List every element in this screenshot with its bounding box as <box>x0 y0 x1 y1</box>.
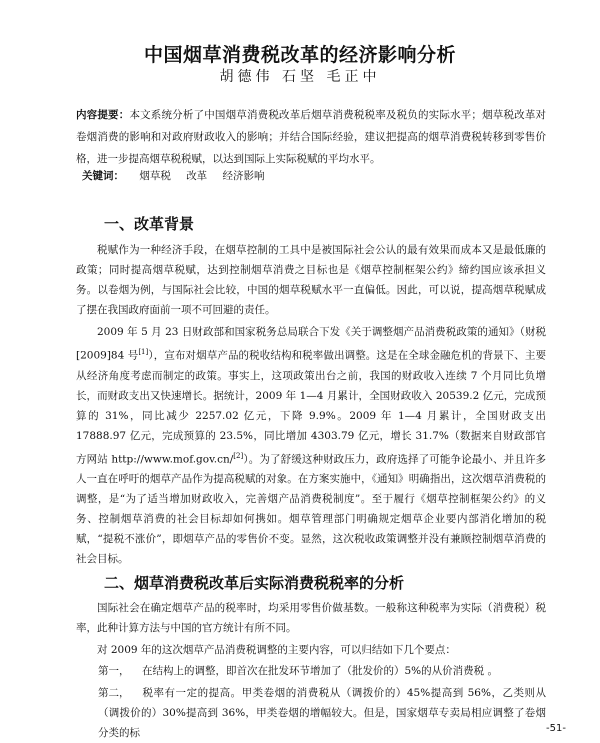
citation: [1] <box>138 348 149 356</box>
list-item-number: 第一， <box>98 665 130 677</box>
paragraph: 国际社会在确定烟草产品的税率时，均采用零售价做基数。一般称这种税率为实际（消费税）税率，此种计算方法与中国的官方统计有所不同。 <box>76 602 546 634</box>
list-item-number: 第二， <box>98 687 130 699</box>
section-heading-2: 二、烟草消费税改革后实际消费税税率的分析 <box>104 574 405 592</box>
abstract-label: 内容提要： <box>76 109 130 121</box>
list-item-text: 在结构上的调整，即首次在批发环节增加了（批发价的）5%的从价消费税 。 <box>142 665 498 677</box>
keyword: 改革 <box>186 170 208 182</box>
paragraph-text: 2009 年 5 月 23 日财政部和国家税务总局联合下发《关于调整烟产品消费税政策的通知》（财税[2009]84 号 <box>76 326 546 362</box>
keyword: 烟草税 <box>139 170 171 182</box>
list-item <box>76 661 546 681</box>
list-item <box>76 683 546 743</box>
paragraph-text: ），宣布对烟草产品的税收结构和税率做出调整。这是在全球金融危机的背景下、主要从经济角度考虑而制定的政策。事实上，这项政策出台之前，我国的财政收入连续 7 个月同比负增长，而财政支出又快速增长。据统计，2009 年 1—4 月累计，全国财政收入 20539.2 亿元，完成预算的 31%，同比减少 2257.02 亿元，下降 9.9%。2009 年 1—4 月累计，全国财政支出 17888.97 亿元，完成预算的 23.5%，同比增加 4303.79 亿元，增长 31.7%（数据来自财政部官方网站 http://www.mof.gov.cn/ <box>76 349 546 465</box>
page-number: -51- <box>546 723 566 734</box>
abstract-text: 本文系统分析了中国烟草消费税改革后烟草消费税税率及税负的实际水平；烟草税改革对卷烟消费的影响和对政府财政收入的影响；并结合国际经验，建议把提高的烟草消费税转移到零售价格，进一步提高烟草税税赋，以达到国际上实际税赋的平均水平。 <box>76 109 547 165</box>
paragraph-text: ）。为了舒缓这种财政压力，政府选择了可能争论最小、并且许多人一直在呼吁的烟草产品作为提高税赋的对象。在方案实施中，《通知》明确指出，这次烟草消费税的调整，是“为了适当增加财政收入，完善烟产品消费税制度”。至于履行《烟草控制框架公约》的义务、控制烟草消费的社会目标却如何携如。烟草管理部门明确规定烟草企业要内部消化增加的税赋，“提税不涨价”，即烟草产品的零售价不变。显然，这次税收政策调整并没有兼顾控制烟草消费的社会目标。 <box>76 453 546 565</box>
abstract <box>76 104 546 170</box>
keywords <box>82 168 552 183</box>
paragraph: 税赋作为一种经济手段，在烟草控制的工具中是被国际社会公认的最有效果而成本又是最低廉的政策；同时提高烟草税赋，达到控制烟草消费之目标也是《烟草控制框架公约》缔约国应该承担义务。以卷烟为例，与国际社会比较，中国的烟草税赋水平一直偏低。因此，可以说，提高烟草税赋成了摆在我国政府面前一项不可回避的责任。 <box>76 244 546 316</box>
keywords-label: 关键词： <box>82 170 124 182</box>
citation: [2] <box>233 451 244 460</box>
list-item-text: 税率有一定的提高。甲类卷烟的消费税从（调拨价的）45%提高到 56%，乙类则从（调拨价的）30%提高到 36%，甲类卷烟的增幅较大。但是，国家烟草专卖局相应调整了卷烟分类的标 <box>98 687 546 739</box>
keyword: 经济影响 <box>222 170 265 182</box>
paragraph <box>76 322 546 569</box>
paper-authors: 胡德伟 石坚 毛正中 <box>219 69 381 85</box>
paper-title: 中国烟草消费税改革的经济影响分析 <box>143 44 456 66</box>
paragraph: 对 2009 年的这次烟草产品消费税调整的主要内容，可以归结如下几个要点： <box>97 644 456 656</box>
section-heading-1: 一、改革背景 <box>104 215 195 233</box>
